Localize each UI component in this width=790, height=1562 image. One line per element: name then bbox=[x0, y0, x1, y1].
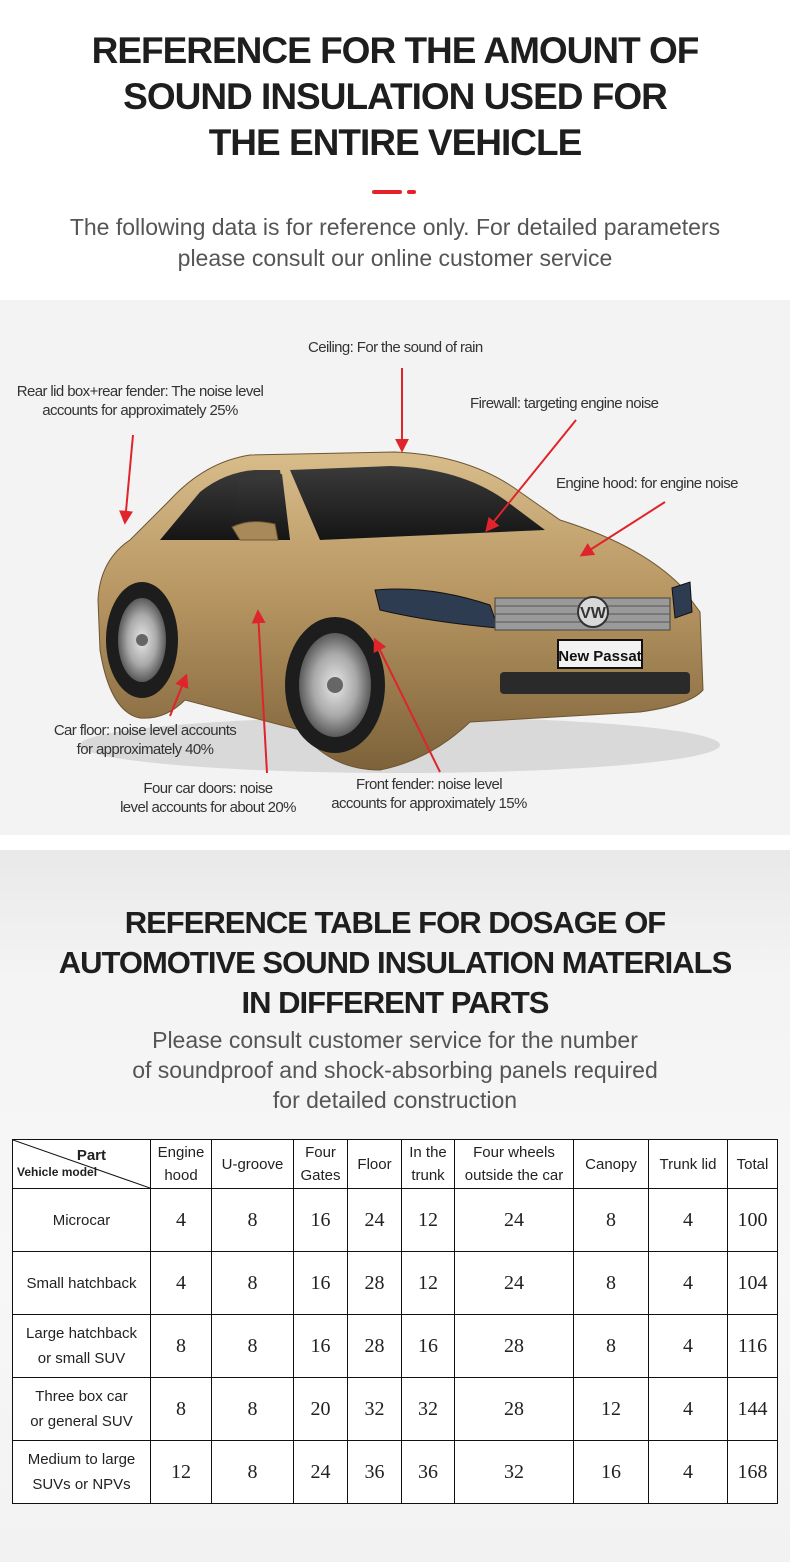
value-cell: 168 bbox=[728, 1441, 778, 1504]
value-cell: 24 bbox=[294, 1441, 348, 1504]
callout-firewall: Firewall: targeting engine noise bbox=[470, 395, 659, 412]
value-cell: 8 bbox=[212, 1252, 294, 1315]
callout-line: level accounts for about 20% bbox=[120, 799, 296, 816]
table-header-row bbox=[13, 1140, 778, 1189]
value-cell: 28 bbox=[348, 1252, 402, 1315]
title-divider-dot bbox=[407, 190, 416, 194]
car-windshield bbox=[290, 466, 545, 540]
value-cell: 8 bbox=[151, 1315, 212, 1378]
value-cell: 24 bbox=[348, 1189, 402, 1252]
value-cell: 16 bbox=[294, 1315, 348, 1378]
value-cell: 36 bbox=[348, 1441, 402, 1504]
value-cell: 116 bbox=[728, 1315, 778, 1378]
section-title bbox=[0, 903, 790, 1023]
page-subtitle bbox=[0, 212, 790, 274]
column-header: Engine hood bbox=[151, 1140, 212, 1189]
value-cell: 8 bbox=[212, 1378, 294, 1441]
callout-rear-lid bbox=[9, 382, 271, 420]
column-header: In the trunk bbox=[402, 1140, 455, 1189]
car-lower-grille bbox=[500, 672, 690, 694]
value-cell: 8 bbox=[574, 1189, 649, 1252]
value-cell: 4 bbox=[649, 1315, 728, 1378]
value-cell: 144 bbox=[728, 1378, 778, 1441]
callout-engine-hood: Engine hood: for engine noise bbox=[556, 475, 738, 492]
value-cell: 24 bbox=[455, 1189, 574, 1252]
callout-front-fender bbox=[318, 775, 540, 813]
value-cell: 36 bbox=[402, 1441, 455, 1504]
value-cell: 8 bbox=[212, 1441, 294, 1504]
value-cell: 4 bbox=[649, 1378, 728, 1441]
value-cell: 8 bbox=[574, 1252, 649, 1315]
callout-four-doors bbox=[108, 779, 308, 817]
value-cell: 12 bbox=[402, 1189, 455, 1252]
callout-car-floor bbox=[40, 721, 250, 759]
value-cell: 12 bbox=[574, 1378, 649, 1441]
subtitle-line: Please consult customer service for the number bbox=[152, 1027, 638, 1053]
model-cell: Medium to large SUVs or NPVs bbox=[13, 1441, 151, 1504]
table-row bbox=[13, 1189, 778, 1252]
table-row bbox=[13, 1378, 778, 1441]
value-cell: 8 bbox=[212, 1315, 294, 1378]
subtitle-line: for detailed construction bbox=[272, 1087, 518, 1113]
callout-line: Four car doors: noise bbox=[143, 780, 273, 797]
svg-text:VW: VW bbox=[580, 605, 606, 622]
value-cell: 32 bbox=[455, 1441, 574, 1504]
value-cell: 28 bbox=[455, 1378, 574, 1441]
column-header: Canopy bbox=[574, 1140, 649, 1189]
value-cell: 8 bbox=[151, 1378, 212, 1441]
table-row bbox=[13, 1441, 778, 1504]
value-cell: 16 bbox=[294, 1189, 348, 1252]
callout-line: accounts for approximately 25% bbox=[42, 402, 238, 419]
title-line: REFERENCE TABLE FOR DOSAGE OF bbox=[124, 905, 666, 940]
model-cell: Large hatchback or small SUV bbox=[13, 1315, 151, 1378]
table-corner-cell bbox=[13, 1140, 151, 1189]
value-cell: 20 bbox=[294, 1378, 348, 1441]
column-header: Trunk lid bbox=[649, 1140, 728, 1189]
value-cell: 4 bbox=[151, 1189, 212, 1252]
model-cell: Microcar bbox=[13, 1189, 151, 1252]
model-cell: Small hatchback bbox=[13, 1252, 151, 1315]
callout-line: Car floor: noise level accounts bbox=[53, 722, 237, 739]
table-row bbox=[13, 1315, 778, 1378]
column-header: U-groove bbox=[212, 1140, 294, 1189]
section-subtitle bbox=[0, 1025, 790, 1115]
column-header: Four Gates bbox=[294, 1140, 348, 1189]
callout-line: Rear lid box+rear fender: The noise level bbox=[16, 383, 264, 400]
value-cell: 4 bbox=[649, 1252, 728, 1315]
subtitle-line: please consult our online customer service bbox=[177, 245, 613, 271]
callout-line: Front fender: noise level bbox=[356, 776, 502, 793]
value-cell: 4 bbox=[649, 1189, 728, 1252]
value-cell: 28 bbox=[455, 1315, 574, 1378]
value-cell: 100 bbox=[728, 1189, 778, 1252]
car-headlight bbox=[672, 582, 692, 618]
subtitle-line: of soundproof and shock-absorbing panels required bbox=[132, 1057, 658, 1083]
title-line: SOUND INSULATION USED FOR bbox=[123, 76, 667, 117]
subtitle-line: The following data is for reference only. For detailed parameters bbox=[69, 214, 721, 240]
value-cell: 16 bbox=[574, 1441, 649, 1504]
value-cell: 28 bbox=[348, 1315, 402, 1378]
value-cell: 104 bbox=[728, 1252, 778, 1315]
dosage-table bbox=[12, 1139, 778, 1504]
callout-line: for approximately 40% bbox=[76, 741, 214, 758]
callout-arrow bbox=[125, 435, 133, 522]
value-cell: 16 bbox=[294, 1252, 348, 1315]
title-line: REFERENCE FOR THE AMOUNT OF bbox=[91, 30, 699, 71]
column-header: Floor bbox=[348, 1140, 402, 1189]
value-cell: 12 bbox=[402, 1252, 455, 1315]
column-header: Four wheels outside the car bbox=[455, 1140, 574, 1189]
value-cell: 8 bbox=[574, 1315, 649, 1378]
title-line: IN DIFFERENT PARTS bbox=[241, 985, 549, 1020]
corner-model-label: Vehicle model bbox=[17, 1165, 98, 1179]
value-cell: 12 bbox=[151, 1441, 212, 1504]
value-cell: 24 bbox=[455, 1252, 574, 1315]
callout-ceiling: Ceiling: For the sound of rain bbox=[308, 339, 483, 356]
value-cell: 8 bbox=[212, 1189, 294, 1252]
license-plate-text: New Passat bbox=[558, 648, 642, 665]
page-title bbox=[0, 28, 790, 166]
title-line: AUTOMOTIVE SOUND INSULATION MATERIALS bbox=[58, 945, 732, 980]
column-header: Total bbox=[728, 1140, 778, 1189]
car-mirror bbox=[232, 522, 278, 540]
value-cell: 32 bbox=[348, 1378, 402, 1441]
value-cell: 32 bbox=[402, 1378, 455, 1441]
table-row bbox=[13, 1252, 778, 1315]
title-divider bbox=[372, 190, 402, 194]
model-cell: Three box car or general SUV bbox=[13, 1378, 151, 1441]
callout-line: accounts for approximately 15% bbox=[331, 795, 527, 812]
title-line: THE ENTIRE VEHICLE bbox=[208, 122, 582, 163]
value-cell: 16 bbox=[402, 1315, 455, 1378]
value-cell: 4 bbox=[649, 1441, 728, 1504]
corner-part-label: Part bbox=[76, 1147, 106, 1164]
value-cell: 4 bbox=[151, 1252, 212, 1315]
